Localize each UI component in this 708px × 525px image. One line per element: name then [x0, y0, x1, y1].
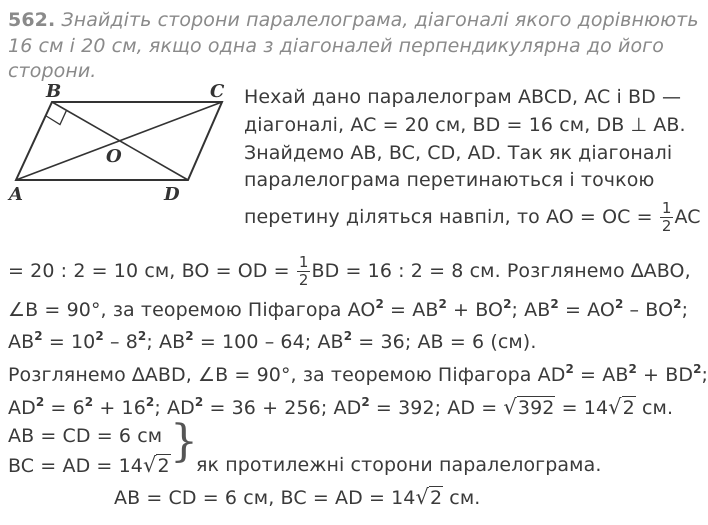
text: = 10: [42, 331, 96, 353]
label-c: C: [210, 81, 225, 102]
solution-answer: [114, 484, 480, 511]
text: – 8: [103, 331, 138, 353]
text: ;: [681, 299, 689, 321]
exponent: 2: [95, 329, 104, 343]
text: AB: [8, 331, 35, 353]
exponent: 2: [673, 297, 682, 311]
numerator: 1: [661, 199, 672, 217]
solution-line-1: Нехай дано паралелограм ABCD, AC і BD —: [244, 86, 682, 108]
exponent: 2: [194, 395, 204, 409]
fraction-half: [660, 200, 674, 235]
text: + 16: [93, 397, 146, 419]
denominator: 2: [298, 271, 309, 289]
parallelogram-diagram: [4, 80, 240, 204]
exponent: 2: [343, 329, 353, 343]
fraction-half: [297, 254, 311, 289]
task-line-1: [8, 7, 699, 33]
text: = 36 + 256; AD: [203, 397, 362, 419]
radicand: 2: [429, 487, 443, 509]
text: перетину діляться навпіл, то AO = OC =: [244, 206, 659, 228]
label-b: B: [46, 81, 62, 102]
solution-line-12: [8, 452, 171, 479]
label-o: O: [106, 146, 122, 167]
exponent: 2: [145, 395, 155, 409]
exponent: 2: [693, 362, 702, 376]
solution-line-4: паралелограма перетинаються і точкою: [244, 169, 655, 191]
text: + BD: [636, 364, 694, 386]
radicand: 2: [157, 455, 170, 477]
solution-line-6: [8, 254, 691, 289]
text: = 100 – 64; AB: [193, 331, 344, 353]
text: = AB: [383, 299, 439, 321]
exponent: 2: [361, 395, 370, 409]
text: = 14: [555, 397, 609, 419]
exponent: 2: [35, 395, 45, 409]
solution-line-11: AB = CD = 6 см: [8, 425, 163, 447]
radicand: 392: [517, 397, 555, 419]
denominator: 2: [661, 217, 672, 235]
solution-line-8: [8, 329, 536, 355]
exponent: 2: [185, 329, 194, 343]
text: = 36; AB = 6 (см).: [352, 331, 537, 353]
task-number: 562.: [8, 9, 56, 31]
exponent: 2: [628, 362, 637, 376]
text: – BO: [623, 299, 674, 321]
text: ;: [701, 364, 708, 386]
label-d: D: [164, 184, 180, 205]
solution-line-5: [244, 200, 701, 235]
exponent: 2: [84, 395, 94, 409]
text: ∠B = 90°, за теоремою Піфагора AO: [8, 299, 376, 321]
solution-line-10: [8, 394, 673, 421]
radicand: 2: [622, 397, 635, 419]
exponent: 2: [375, 297, 384, 311]
text: BC = AD = 14: [8, 455, 143, 477]
radical-sign: √: [142, 453, 157, 477]
solution-line-3: Знайдемо AB, BC, CD, AD. Так як діагоналі: [244, 142, 673, 164]
diagonal-bd: [52, 102, 188, 180]
text: ; AB: [146, 331, 186, 353]
exponent: 2: [438, 297, 447, 311]
text: см.: [635, 397, 674, 419]
right-angle-mark: [46, 110, 66, 124]
text: BD = 16 : 2 = 8 см. Розглянемо ∆ABO,: [311, 260, 691, 282]
text: = 20 : 2 = 10 см, BO = OD =: [8, 260, 296, 282]
task-line-3: сторони.: [8, 60, 97, 82]
text: AC: [674, 206, 701, 228]
exponent: 2: [565, 362, 574, 376]
exponent: 2: [34, 329, 43, 343]
radical-sign: √: [415, 485, 429, 509]
text: = 6: [44, 397, 85, 419]
label-a: A: [9, 184, 23, 205]
numerator: 1: [298, 253, 309, 271]
square-root: [143, 452, 171, 479]
curly-brace: }: [170, 416, 198, 467]
text: = AB: [573, 364, 629, 386]
square-root: [415, 484, 443, 511]
task-text: Знайдіть сторони паралелограма, діагоналі якого дорівнюють: [61, 9, 699, 31]
solution-line-9: [8, 362, 708, 388]
text: + BO: [446, 299, 504, 321]
text: Розглянемо ∆ABD, ∠B = 90°, за теоремою Піфагора AD: [8, 364, 566, 386]
solution-line-7: [8, 297, 688, 323]
exponent: 2: [503, 297, 512, 311]
text: ; AD: [154, 397, 195, 419]
text: см.: [443, 487, 481, 509]
text: = AO: [558, 299, 615, 321]
text: ; AB: [511, 299, 551, 321]
radical-sign: √: [503, 395, 517, 419]
text: = 392; AD =: [369, 397, 504, 419]
exponent: 2: [137, 329, 147, 343]
square-root: [503, 394, 555, 421]
solution-line-2: діагоналі, AC = 20 см, BD = 16 см, DB ⊥ AB.: [244, 114, 686, 136]
radical-sign: √: [608, 395, 622, 419]
square-root: [608, 394, 636, 421]
text: AD: [8, 397, 36, 419]
text: AB = CD = 6 см, BC = AD = 14: [114, 487, 416, 509]
exponent: 2: [614, 297, 624, 311]
exponent: 2: [550, 297, 559, 311]
solution-line-12-note: як протилежні сторони паралелограма.: [196, 454, 602, 476]
task-line-2: 16 см і 20 см, якщо одна з діагоналей перпендикулярна до його: [8, 35, 664, 57]
